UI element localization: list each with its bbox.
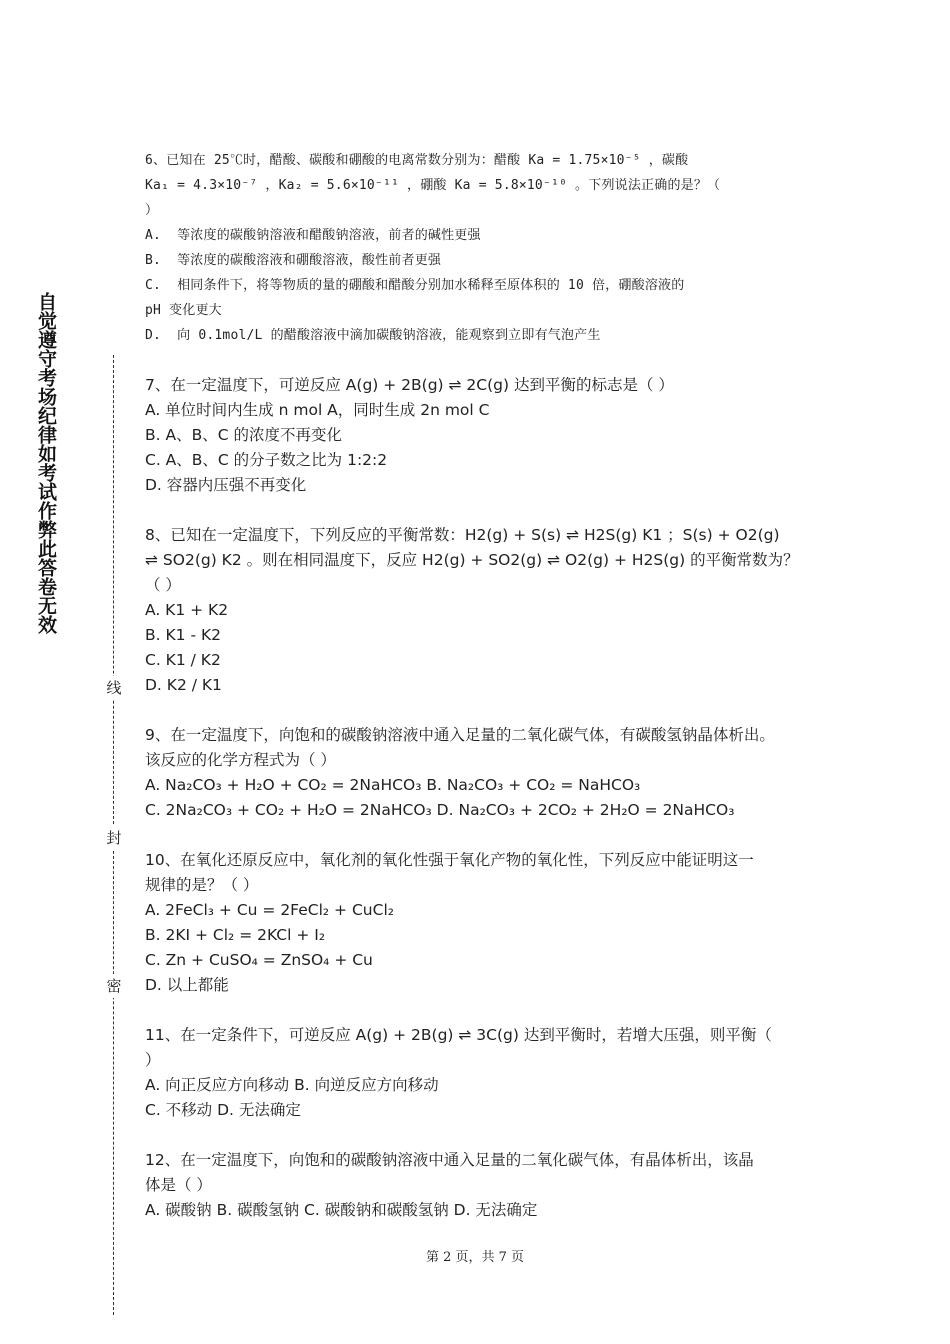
question-line: C. A、B、C 的分子数之比为 1:2:2 xyxy=(145,451,388,469)
question-line: D. K2 / K1 xyxy=(145,676,222,694)
question-line: B. K1 - K2 xyxy=(145,626,221,644)
question-stem-line: 11、在一定条件下，可逆反应 A(g) + 2B(g) ⇌ 3C(g) 达到平衡时，若增大压强，则平衡（ xyxy=(145,1026,772,1044)
binding-mark-mi: 密 xyxy=(104,974,124,998)
question-line: A. 2FeCl₃ + Cu = 2FeCl₂ + CuCl₂ xyxy=(145,901,394,919)
question-q12 xyxy=(145,1148,825,1223)
question-q8 xyxy=(145,523,825,698)
question-line: D. 容器内压强不再变化 xyxy=(145,476,307,494)
question-line: ） xyxy=(145,203,159,218)
question-line: C. Zn + CuSO₄ = ZnSO₄ + Cu xyxy=(145,951,373,969)
question-line: B. A、B、C 的浓度不再变化 xyxy=(145,426,342,444)
exam-discipline-note: 自觉遵守考场纪律如考试作弊此答卷无效 xyxy=(35,292,57,634)
question-line: A. 等浓度的碳酸钠溶液和醋酸钠溶液，前者的碱性更强 xyxy=(145,228,481,243)
question-line: C. 不移动 D. 无法确定 xyxy=(145,1101,301,1119)
question-stem-line: 10、在氧化还原反应中，氧化剂的氧化性强于氧化产物的氧化性，下列反应中能证明这一 xyxy=(145,851,754,869)
binding-mark-xian: 线 xyxy=(104,676,124,700)
question-line: ） xyxy=(145,1051,161,1069)
question-line: B. 等浓度的碳酸溶液和硼酸溶液，酸性前者更强 xyxy=(145,253,442,268)
question-line: A. K1 + K2 xyxy=(145,601,229,619)
question-line: 体是（ ） xyxy=(145,1176,212,1194)
question-line: A. Na₂CO₃ + H₂O + CO₂ = 2NaHCO₃ B. Na₂CO₃ + CO₂ = NaHCO₃ xyxy=(145,776,641,794)
question-q6 xyxy=(145,148,825,348)
question-line: C. 相同条件下，将等物质的量的硼酸和醋酸分别加水稀释至原体积的 10 倍，硼酸溶液的 xyxy=(145,278,685,293)
question-stem-line: 12、在一定温度下，向饱和的碳酸钠溶液中通入足量的二氧化碳气体，有晶体析出，该晶 xyxy=(145,1151,754,1169)
question-list xyxy=(145,148,825,1248)
question-line: A. 碳酸钠 B. 碳酸氢钠 C. 碳酸钠和碳酸氢钠 D. 无法确定 xyxy=(145,1201,538,1219)
question-line: D. 以上都能 xyxy=(145,976,229,994)
page-footer: 第 2 页，共 7 页 xyxy=(425,1250,525,1265)
question-line: ⇌ SO2(g) K2 。则在相同温度下，反应 H2(g) + SO2(g) ⇌ O2(g) + H2S(g) 的平衡常数为？ xyxy=(145,551,799,569)
question-line: A. 单位时间内生成 n mol A，同时生成 2n mol C xyxy=(145,401,490,419)
question-stem-line: 8、已知在一定温度下，下列反应的平衡常数：H2(g) + S(s) ⇌ H2S(g) K1 ；S(s) + O2(g) xyxy=(145,526,780,544)
question-line: B. 2KI + Cl₂ = 2KCl + I₂ xyxy=(145,926,326,944)
binding-mark-feng: 封 xyxy=(104,826,124,850)
question-line: D. 向 0.1mol/L 的醋酸溶液中滴加碳酸钠溶液，能观察到立即有气泡产生 xyxy=(145,328,601,343)
question-line: 规律的是？（ ） xyxy=(145,876,259,894)
question-stem-line: 6、已知在 25℃时，醋酸、碳酸和硼酸的电离常数分别为：醋酸 Ka = 1.75×10⁻⁵ ，碳酸 xyxy=(145,153,689,168)
question-line: C. K1 / K2 xyxy=(145,651,221,669)
question-line: 该反应的化学方程式为（ ） xyxy=(145,751,336,769)
question-line: Ka₁ = 4.3×10⁻⁷ ，Ka₂ = 5.6×10⁻¹¹ ，硼酸 Ka = 5.8×10⁻¹⁰ 。下列说法正确的是？（ xyxy=(145,178,721,193)
question-stem-line: 7、在一定温度下，可逆反应 A(g) + 2B(g) ⇌ 2C(g) 达到平衡的标志是（ ） xyxy=(145,376,674,394)
question-q9 xyxy=(145,723,825,823)
question-q10 xyxy=(145,848,825,998)
question-stem-line: 9、在一定温度下，向饱和的碳酸钠溶液中通入足量的二氧化碳气体，有碳酸氢钠晶体析出。 xyxy=(145,726,775,744)
question-line: pH 变化更大 xyxy=(145,303,222,318)
question-q11 xyxy=(145,1023,825,1123)
question-line: C. 2Na₂CO₃ + CO₂ + H₂O = 2NaHCO₃ D. Na₂CO₃ + 2CO₂ + 2H₂O = 2NaHCO₃ xyxy=(145,801,735,819)
question-q7 xyxy=(145,373,825,498)
question-line: A. 向正反应方向移动 B. 向逆反应方向移动 xyxy=(145,1076,439,1094)
question-line: （ ） xyxy=(145,576,181,594)
